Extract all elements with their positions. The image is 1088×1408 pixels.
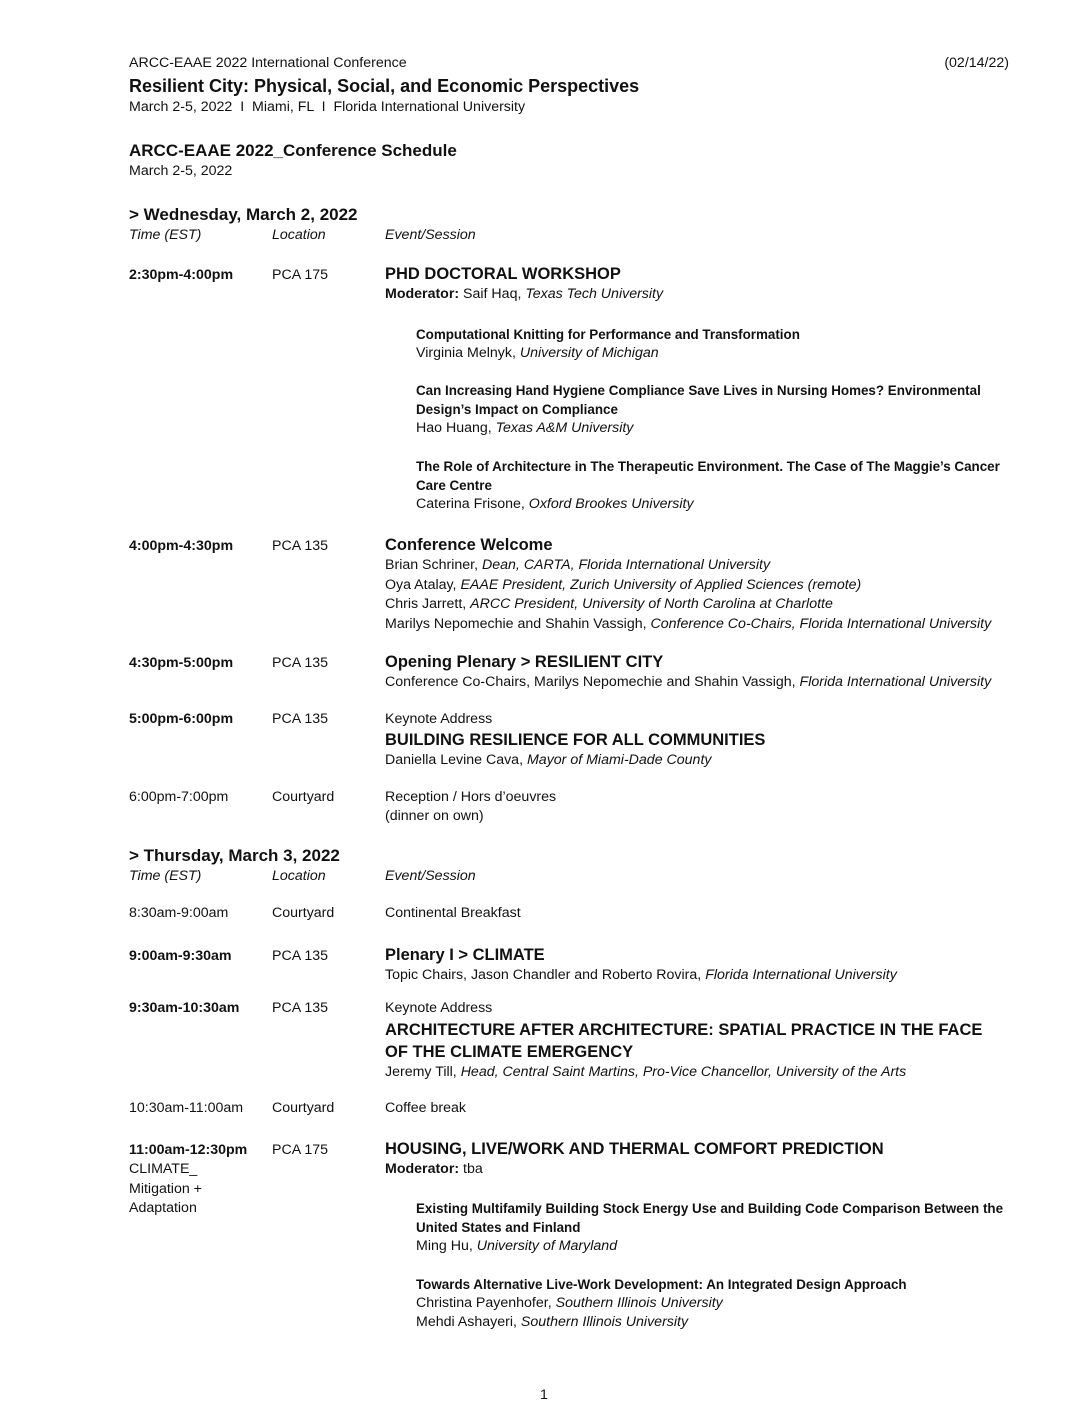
column-headers (129, 226, 1009, 246)
paper-entry (416, 457, 1009, 515)
event-time: 9:00am-9:30am (129, 947, 232, 964)
schedule-row (129, 1099, 1009, 1119)
event-location: PCA 135 (272, 710, 329, 727)
schedule-row (129, 534, 1009, 634)
author-name: Caterina Frisone, (416, 495, 525, 512)
event-title: BUILDING RESILIENCE FOR ALL COMMUNITIES (385, 731, 766, 749)
event-location-cell (272, 1138, 385, 1333)
schedule-row (129, 651, 1009, 693)
presenter-name: Jeremy Till, (385, 1063, 457, 1080)
presenter-affiliation: Conference Co-Chairs, Florida International University (650, 615, 992, 632)
paper-title: Existing Multifamily Building Stock Energy Use and Building Code Comparison Between the United States and Finland (416, 1201, 1004, 1235)
event-title: ARCHITECTURE AFTER ARCHITECTURE: SPATIAL PRACTICE IN THE FACE OF THE CLIMATE EMERGENCY (385, 1020, 983, 1061)
presenter-affiliation: Mayor of Miami-Dade County (526, 752, 712, 768)
column-header-location: Location (272, 867, 326, 884)
day-heading: > Wednesday, March 2, 2022 (129, 204, 358, 224)
moderator-name: Saif Haq, (463, 286, 522, 302)
presenter-line (385, 751, 1009, 771)
author-affiliation: Oxford Brookes University (528, 495, 694, 512)
schedule-row (129, 788, 1009, 827)
event-time-cell (129, 944, 272, 986)
event-location-cell (272, 944, 385, 986)
event-details (385, 263, 1009, 514)
author-name: Hao Huang, (416, 420, 492, 436)
paper-title: The Role of Architecture in The Therapeutic Environment. The Case of The Maggie’s Cancer Care Centre (416, 458, 1000, 493)
event-title: PHD DOCTORAL WORKSHOP (385, 265, 621, 283)
event-line: Reception / Hors d’oeuvres (385, 788, 557, 805)
presenter-name: Daniella Levine Cava, (385, 752, 524, 768)
author-line (416, 344, 1009, 364)
paper-title: Computational Knitting for Performance and Transformation (416, 326, 800, 342)
presenter-name: Chris Jarrett, (385, 596, 467, 612)
event-time: 4:00pm-4:30pm (129, 538, 234, 554)
event-location: PCA 135 (272, 1000, 329, 1016)
event-time-cell (129, 904, 272, 924)
event-details (385, 651, 1009, 693)
event-location: PCA 135 (272, 538, 329, 554)
event-title: Opening Plenary > RESILIENT CITY (385, 653, 664, 671)
event-time: 4:30pm-5:00pm (129, 655, 234, 671)
column-header-time: Time (EST) (129, 867, 202, 884)
event-details (385, 1099, 1009, 1119)
column-header-event: Event/Session (385, 867, 476, 884)
author-name: Virginia Melnyk, (416, 344, 516, 361)
event-location: PCA 135 (272, 947, 329, 964)
event-details (385, 788, 1009, 827)
event-time: 10:30am-11:00am (129, 1100, 244, 1116)
event-time-cell (129, 651, 272, 693)
paper-title: Towards Alternative Live-Work Development: An Integrated Design Approach (416, 1276, 907, 1292)
event-location-cell (272, 263, 385, 514)
moderator-label: Moderator: (385, 286, 460, 302)
presenter-line (385, 576, 1009, 596)
conference-title: Resilient City: Physical, Social, and Economic Perspectives (129, 75, 640, 96)
schedule-title: ARCC-EAAE 2022_Conference Schedule (129, 141, 457, 160)
paper-entry (416, 325, 1009, 364)
schedule-row (129, 710, 1009, 771)
presenter-name: Topic Chairs, Jason Chandler and Roberto Rovira, (385, 966, 702, 983)
event-time-cell (129, 534, 272, 634)
event-line: (dinner on own) (385, 808, 484, 824)
presenter-name: Marilys Nepomechie and Shahin Vassigh, (385, 615, 647, 632)
paper-title: Can Increasing Hand Hygiene Compliance Save Lives in Nursing Homes? Environmental Design’s Impact on Compliance (416, 383, 981, 417)
event-time: 6:00pm-7:00pm (129, 788, 229, 805)
schedule-page (129, 54, 1009, 1333)
event-time: 5:00pm-6:00pm (129, 710, 234, 727)
event-line: Continental Breakfast (385, 905, 521, 921)
paper-entry (416, 1199, 1009, 1257)
event-time-cell (129, 710, 272, 771)
presenter-name: Oya Atalay, (385, 576, 457, 593)
event-location: Courtyard (272, 788, 335, 805)
conference-subtitle: March 2-5, 2022 I Miami, FL I Florida International University (129, 98, 526, 115)
author-affiliation: University of Michigan (519, 344, 659, 361)
column-header-event: Event/Session (385, 226, 476, 243)
presenter-line (385, 615, 1009, 635)
presenter-line (385, 966, 1009, 986)
author-affiliation: Southern Illinois University (555, 1294, 723, 1311)
event-track: CLIMATE_ (129, 1161, 198, 1177)
schedule-row (129, 263, 1009, 514)
event-location-cell (272, 534, 385, 634)
event-details (385, 944, 1009, 986)
schedule-row (129, 944, 1009, 986)
moderator-line (385, 1160, 1009, 1180)
event-time: 2:30pm-4:00pm (129, 267, 234, 283)
event-location: PCA 175 (272, 267, 329, 283)
presenter-affiliation: Florida International University (799, 674, 992, 690)
event-location-cell (272, 999, 385, 1082)
schedule-row (129, 904, 1009, 924)
conference-name: ARCC-EAAE 2022 International Conference (129, 55, 407, 71)
presenter-name: Brian Schriner, (385, 557, 479, 573)
paper-entry (416, 381, 1009, 439)
event-location: Courtyard (272, 1100, 335, 1116)
event-location-cell (272, 904, 385, 924)
author-name: Mehdi Ashayeri, (416, 1314, 517, 1330)
column-headers (129, 867, 1009, 887)
event-track: Mitigation + Adaptation (129, 1180, 202, 1216)
event-time: 9:30am-10:30am (129, 1000, 240, 1016)
header-line (129, 54, 1009, 74)
revision-date: (02/14/22) (944, 55, 1009, 71)
schedule-dates: March 2-5, 2022 (129, 163, 233, 179)
event-time-cell (129, 999, 272, 1082)
presenter-line (385, 556, 1009, 576)
event-type: Keynote Address (385, 710, 493, 727)
event-details (385, 999, 1009, 1082)
author-name: Christina Payenhofer, (416, 1294, 552, 1311)
presenter-line (385, 1063, 1009, 1083)
event-time: 8:30am-9:00am (129, 905, 229, 921)
event-location-cell (272, 788, 385, 827)
schedule-row (129, 999, 1009, 1082)
author-line (416, 1237, 1009, 1257)
presenter-line (385, 673, 1009, 693)
moderator-line (385, 285, 1009, 305)
presenter-affiliation: ARCC President, University of North Carolina at Charlotte (470, 596, 833, 612)
event-time-cell (129, 1138, 272, 1333)
event-location: PCA 135 (272, 655, 329, 671)
presenter-affiliation: Head, Central Saint Martins, Pro-Vice Chancellor, University of the Arts (460, 1063, 907, 1080)
event-title: HOUSING, LIVE/WORK AND THERMAL COMFORT PREDICTION (385, 1139, 884, 1158)
event-location: Courtyard (272, 905, 335, 921)
author-line (416, 1294, 1009, 1314)
column-header-location: Location (272, 226, 326, 243)
event-details (385, 534, 1009, 634)
moderator-affiliation: Texas Tech University (525, 286, 664, 302)
event-location-cell (272, 710, 385, 771)
event-details (385, 904, 1009, 924)
author-affiliation: Southern Illinois University (520, 1314, 689, 1330)
moderator-name: tba (463, 1160, 483, 1177)
schedule-days (129, 204, 1009, 1333)
event-location-cell (272, 651, 385, 693)
moderator-label: Moderator: (385, 1160, 460, 1177)
author-name: Ming Hu, (416, 1238, 473, 1254)
event-title: Conference Welcome (385, 536, 553, 554)
schedule-row (129, 1138, 1009, 1333)
event-time: 11:00am-12:30pm (129, 1141, 248, 1158)
author-line (416, 495, 1009, 515)
page-number: 1 (540, 1387, 548, 1403)
author-affiliation: Texas A&M University (495, 420, 634, 436)
event-details (385, 1138, 1009, 1333)
event-time-cell (129, 263, 272, 514)
presenter-affiliation: EAAE President, Zurich University of Applied Sciences (remote) (460, 576, 862, 593)
day-heading: > Thursday, March 3, 2022 (129, 845, 340, 865)
event-details (385, 710, 1009, 771)
event-line: Coffee break (385, 1100, 466, 1116)
event-time-cell (129, 788, 272, 827)
presenter-affiliation: Dean, CARTA, Florida International University (482, 557, 771, 573)
event-title: Plenary I > CLIMATE (385, 945, 545, 964)
presenter-name: Conference Co-Chairs, Marilys Nepomechie and Shahin Vassigh, (385, 674, 796, 690)
author-line (416, 1313, 1009, 1333)
event-location-cell (272, 1099, 385, 1119)
presenter-affiliation: Florida International University (705, 966, 897, 983)
presenter-line (385, 595, 1009, 615)
event-location: PCA 175 (272, 1141, 329, 1158)
event-time-cell (129, 1099, 272, 1119)
column-header-time: Time (EST) (129, 226, 202, 243)
event-type: Keynote Address (385, 1000, 493, 1016)
paper-entry (416, 1275, 1009, 1333)
author-line (416, 419, 1009, 439)
author-affiliation: University of Maryland (476, 1238, 618, 1254)
